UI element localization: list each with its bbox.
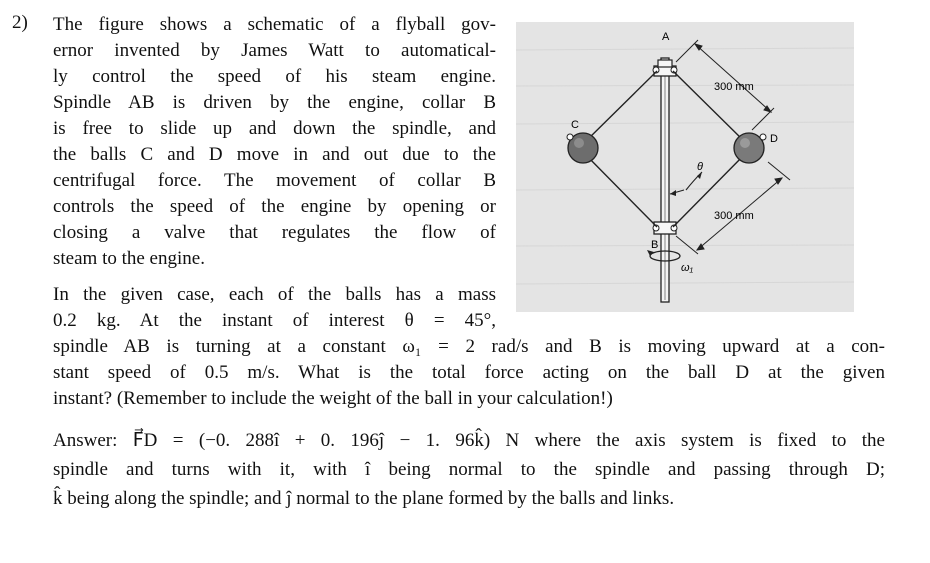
case-line: In the given case, each of the balls has a mass [53, 284, 496, 305]
spindle [661, 58, 669, 302]
intro-line: Spindle AB is driven by the engine, collar B [53, 92, 496, 113]
label-c: C [571, 119, 579, 131]
label-a: A [662, 31, 670, 43]
omega-label: ω₁ [681, 262, 694, 274]
problem-number: 2) [12, 12, 28, 33]
intro-paragraph [53, 12, 496, 272]
collar-b [653, 222, 677, 234]
ball-c [567, 133, 598, 163]
intro-line: is free to slide up and down the spindle, and [53, 118, 496, 139]
theta-label: θ [697, 161, 703, 173]
label-d: D [770, 133, 778, 145]
answer-line: spindle and turns with it, with î being normal to the spindle and passing through D; [53, 459, 885, 480]
answer-paragraph [53, 426, 885, 513]
answer-line: Answer: F⃗D = (−0. 288î + 0. 196ĵ − 1. 96k̂) N where the axis system is fixed to the [53, 430, 885, 451]
answer-line: k̂ being along the spindle; and ĵ normal to the plane formed by the balls and links. [53, 488, 675, 509]
case-line: spindle AB is turning at a constant ω₁ = 2 rad/s and B is moving upward at a con- [53, 336, 885, 357]
intro-line: centrifugal force. The movement of collar B [53, 170, 496, 191]
intro-line: closing a valve that regulates the flow of [53, 222, 496, 243]
dim-bottom-label: 300 mm [714, 210, 754, 222]
case-line: 0.2 kg. At the instant of interest θ = 45°, [53, 310, 496, 331]
intro-line: steam to the engine. [53, 248, 205, 269]
dim-top-label: 300 mm [714, 81, 754, 93]
intro-line: the balls C and D move in and out due to the [53, 144, 496, 165]
intro-line: ernor invented by James Watt to automatical- [53, 40, 496, 61]
case-line: stant speed of 0.5 m/s. What is the total force acting on the ball D at the given [53, 362, 885, 383]
intro-line: ly control the speed of his steam engine. [53, 66, 496, 87]
case-line: instant? (Remember to include the weight of the ball in your calculation!) [53, 388, 613, 409]
intro-line: The figure shows a schematic of a flyball gov- [53, 14, 496, 35]
flyball-governor-figure [516, 22, 854, 312]
intro-line: controls the speed of the engine by opening or [53, 196, 496, 217]
label-b: B [651, 239, 659, 251]
